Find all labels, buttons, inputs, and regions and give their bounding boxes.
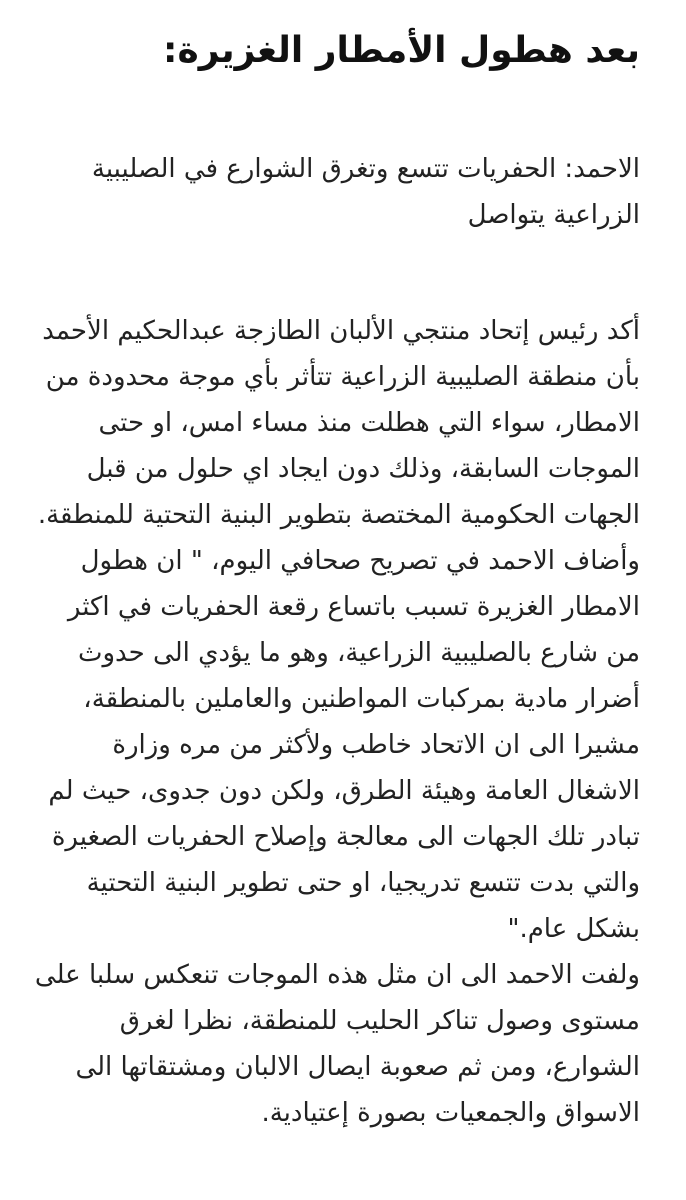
article-subhead: الاحمد: الحفريات تتسع وتغرق الشوارع في الصليبية الزراعية يتواصل xyxy=(91,154,640,230)
article-headline: بعد هطول الأمطار الغزيرة: xyxy=(163,30,640,71)
article-paragraph-2: وأضاف الاحمد في تصريح صحافي اليوم، " ان هطول الامطار الغزيرة تسبب باتساع رقعة الحفريات في اكثر من شارع بالصليبية الزراعية، وهو ما يؤدي الى حدوث أضرار مادية بمركبات المواطنين والعاملين بالمنطقة، مشيرا الى ان الاتحاد خاطب ولأكثر من مره وزارة الاشغال العامة وهيئة الطرق، ولكن دون جدوى، حيث لم تبادر تلك الجهات الى معالجة وإصلاح الحفريات الصغيرة والتي بدت تتسع تدريجيا، او حتى تطوير البنية التحتية بشكل عام." xyxy=(48,546,640,944)
article-paragraph-3: ولفت الاحمد الى ان مثل هذه الموجات تنعكس سلبا على مستوى وصول تناكر الحليب للمنطقة، نظرا لغرق الشوارع، ومن ثم صعوبة ايصال الالبان ومشتقاتها الى الاسواق والجمعيات بصورة إعتيادية. xyxy=(34,960,640,1128)
article-paragraph-1: أكد رئيس إتحاد منتجي الألبان الطازجة عبدالحكيم الأحمد بأن منطقة الصليبية الزراعية تتأثر بأي موجة محدودة من الامطار، سواء التي هطلت منذ مساء امس، او حتى الموجات السابقة، وذلك دون ايجاد اي حلول من قبل الجهات الحكومية المختصة بتطوير البنية التحتية للمنطقة. xyxy=(37,316,640,530)
article-body xyxy=(30,308,640,1136)
